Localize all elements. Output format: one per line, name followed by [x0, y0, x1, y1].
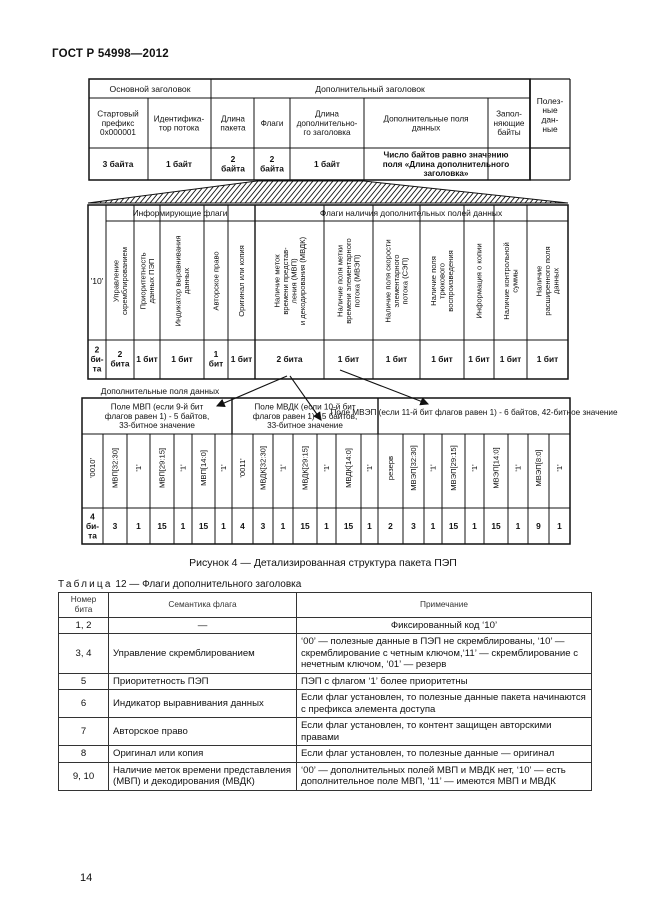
hatch-line	[90, 181, 108, 203]
hatch-line	[490, 181, 508, 203]
hatch-line	[245, 181, 263, 203]
header-flag-semantics: Семантика флага	[109, 593, 297, 618]
ext-column-label-group	[449, 445, 458, 491]
mvdk-field-title: Поле МВДК (если 10-й бит флагов равен 1) - 5 байтов, 33-битное значение	[252, 402, 358, 431]
hatch-line	[280, 181, 298, 203]
hatch-line	[570, 181, 588, 203]
hatch-line	[510, 181, 528, 203]
flag-column-label: Управлениескремблированием	[111, 247, 129, 315]
flag-column-label: Наличие метоквремени представ-ления (МВП)и декодирования (МВДК)	[272, 236, 307, 326]
ext-column-label-group	[158, 448, 167, 488]
hatch-line	[320, 181, 338, 203]
ext-column-label: МВП[29:15]	[157, 447, 167, 489]
hatch-line	[310, 181, 328, 203]
hatch-line	[470, 181, 488, 203]
table-row	[59, 718, 592, 746]
table-row	[59, 746, 592, 763]
bit-number-cell: 5	[59, 673, 109, 690]
hatch-line	[420, 181, 438, 203]
flag-column-label-group	[212, 251, 221, 310]
hatch-line	[365, 181, 383, 203]
hatch-line	[500, 181, 518, 203]
flag-column-label-group	[237, 245, 246, 316]
table-row	[59, 762, 592, 790]
ext-bit-count: 1	[367, 520, 372, 531]
table-row	[59, 634, 592, 674]
hatch-line	[60, 181, 78, 203]
hatch-line	[250, 181, 268, 203]
hatch-line	[400, 181, 418, 203]
ext-column-label-group	[534, 449, 543, 486]
hatch-line	[285, 181, 303, 203]
ext-column-label-group	[279, 464, 288, 472]
flag-column-label-group	[535, 246, 561, 315]
flag-column-label: Наличие поля скоростиэлементарногопотока (СЭП)	[383, 239, 410, 323]
flag-semantics-cell: Авторское право	[109, 718, 297, 746]
table-row	[59, 690, 592, 718]
ext-column-label: МВДК[29:15]	[300, 445, 310, 491]
hatch-line	[495, 181, 513, 203]
hatch-line	[580, 181, 598, 203]
expansion-hatch	[60, 181, 613, 203]
flag-column-label-group	[502, 242, 520, 320]
ext-column-label: МВЭП[29:15]	[449, 445, 459, 491]
hatch-line	[555, 181, 573, 203]
hatch-line	[575, 181, 593, 203]
hatch-line	[195, 181, 213, 203]
hatch-line	[330, 181, 348, 203]
flag-column-label-group	[384, 239, 410, 322]
hatch-line	[120, 181, 138, 203]
ext-bit-count: 15	[343, 520, 354, 531]
ext-bit-count: 1	[430, 520, 436, 531]
ext-column-label: '0010'	[88, 458, 98, 478]
hatch-line	[150, 181, 168, 203]
flag-column-label-group	[336, 238, 362, 324]
ext-bit-count: 9	[536, 520, 541, 531]
ext-column-label: '0011'	[238, 458, 248, 478]
col-flags: Флаги	[260, 118, 284, 128]
ext-header-label: Дополнительный заголовок	[315, 84, 425, 95]
flag-bit-count: 1 бит	[136, 353, 158, 364]
ext-column-label-group	[409, 445, 418, 491]
ext-column-label-group	[259, 446, 268, 490]
table-caption-prefix: Таблица	[58, 579, 113, 590]
ext-bit-count: 4 би-та	[85, 511, 100, 541]
hatch-line	[205, 181, 223, 203]
ext-column-label: '1'	[365, 464, 375, 472]
hatch-line	[290, 181, 308, 203]
hatch-line	[595, 181, 613, 203]
hatch-line	[275, 181, 293, 203]
bit-number-cell: 6	[59, 690, 109, 718]
ext-column-label: '1'	[322, 464, 332, 472]
ext-bit-count: 1	[557, 520, 562, 531]
hatch-line	[505, 181, 523, 203]
arrow-to-mvp	[217, 376, 287, 406]
ext-bit-count: 15	[491, 520, 501, 531]
ext-bit-count: 1	[280, 520, 286, 531]
ext-column-label-group	[219, 464, 228, 472]
hatch-line	[550, 181, 568, 203]
ext-column-label: '1'	[428, 464, 438, 472]
hatch-line	[265, 181, 283, 203]
flag-column-label-group	[429, 250, 455, 311]
hatch-line	[410, 181, 428, 203]
hatch-line	[190, 181, 208, 203]
flag-column-label: Наличие контрольнойсуммы	[501, 242, 520, 320]
flag-semantics-cell: Приоритетность ПЭП	[109, 673, 297, 690]
header-bit-number: Номер бита	[59, 593, 109, 618]
note-cell: Если флаг установлен, то полезные данные пакета начинаются с префикса элемента доступа	[297, 690, 592, 718]
ext-bit-count: 3	[411, 520, 416, 531]
hatch-line	[75, 181, 93, 203]
ext-column-label: МВЭП[14:0]	[491, 447, 501, 489]
hatch-line	[340, 181, 358, 203]
ext-bit-count: 15	[300, 520, 310, 531]
ext-column-label-group	[514, 464, 523, 472]
hatch-line	[305, 181, 323, 203]
hatch-line	[125, 181, 143, 203]
fixed-code-label: '10'	[90, 276, 104, 287]
flag-column-label: Приоритетностьданных ПЭП	[138, 252, 156, 310]
hatch-line	[325, 181, 343, 203]
ext-column-label-group	[238, 458, 247, 478]
flag-bit-count: 1 бит	[468, 353, 490, 364]
ext-bit-count: 2	[388, 520, 393, 531]
ext-bit-count: 15	[157, 520, 167, 531]
ext-column-label-group	[429, 464, 438, 472]
arrow-to-mvep	[340, 370, 428, 404]
value-flags: 2 байта	[260, 154, 284, 174]
hatch-line	[445, 181, 463, 203]
header-note: Примечание	[297, 593, 592, 618]
ext-column-label: МВДК[14:0]	[344, 448, 354, 488]
col-packet-length: Длина пакета	[220, 114, 246, 133]
note-cell: Если флаг установлен, то полезные данные — оригинал	[297, 746, 592, 763]
col-ext-length: Длина дополнительно-го заголовка	[296, 109, 358, 138]
table-caption-title: 12 — Флаги дополнительного заголовка	[112, 579, 302, 590]
flag-column-label: Индикатор выравниванияданных	[173, 235, 191, 327]
ext-bit-count: 1	[472, 520, 477, 531]
hatch-line	[85, 181, 103, 203]
bit-number-cell: 1, 2	[59, 617, 109, 634]
hatch-line	[485, 181, 503, 203]
hatch-line	[405, 181, 423, 203]
ext-column-label: МВДК[32:30]	[258, 445, 268, 491]
flag-column-label-group	[138, 252, 156, 309]
flag-bit-count: 1 бит	[208, 349, 224, 369]
flag-semantics-cell: —	[109, 617, 297, 634]
ext-bit-count: 4	[240, 520, 245, 531]
hatch-line	[540, 181, 558, 203]
ext-column-label: '1'	[513, 464, 523, 472]
bit-number-cell: 3, 4	[59, 634, 109, 674]
hatch-line	[335, 181, 353, 203]
ext-column-label-group	[365, 464, 374, 472]
flag-column-label: Информация о копии	[474, 243, 484, 319]
hatch-line	[560, 181, 578, 203]
ext-column-label: резерв	[386, 455, 396, 481]
hatch-line	[295, 181, 313, 203]
note-cell: Если флаг установлен, то контент защищен авторскими правами	[297, 718, 592, 746]
hatch-line	[440, 181, 458, 203]
flag-column-label: Авторское право	[211, 251, 221, 311]
hatch-line	[425, 181, 443, 203]
bit-number-cell: 9, 10	[59, 762, 109, 790]
hatch-line	[140, 181, 158, 203]
hatch-line	[80, 181, 98, 203]
flag-bit-count: 1 бит	[431, 353, 453, 364]
hatch-line	[240, 181, 258, 203]
flag-column-label: Наличиерасширенного поляданных	[534, 246, 561, 316]
col-start-prefix: Стартовый префикс 0x000001	[97, 109, 139, 138]
hatch-line	[260, 181, 278, 203]
ext-bit-count: 1	[180, 520, 186, 531]
presence-flags-group: Флаги наличия дополнительных полей данных	[319, 207, 503, 218]
hatch-line	[145, 181, 163, 203]
flags-table	[58, 592, 592, 791]
value-ext-data: Число байтов равно значению поля «Длина дополнительного заголовка»	[382, 150, 510, 179]
flag-column-label-group	[272, 236, 307, 325]
ext-column-label: '1'	[555, 464, 565, 472]
flag-column-label-group	[173, 236, 191, 327]
hatch-line	[430, 181, 448, 203]
flag-semantics-cell: Оригинал или копия	[109, 746, 297, 763]
ext-column-label: МВП[32:30]	[110, 447, 120, 489]
flag-column-label-group	[475, 243, 484, 318]
bit-number-cell: 7	[59, 718, 109, 746]
basic-header-label: Основной заголовок	[109, 84, 191, 95]
ext-bit-count: 15	[198, 520, 209, 531]
hatch-line	[175, 181, 193, 203]
hatch-line	[360, 181, 378, 203]
hatch-line	[590, 181, 608, 203]
bit-number-cell: 8	[59, 746, 109, 763]
document-header: ГОСТ Р 54998—2012	[52, 48, 169, 60]
note-cell: Фиксированный код ‘10’	[297, 617, 592, 634]
figure-caption: Рисунок 4 — Детализированная структура пакета ПЭП	[189, 557, 457, 569]
hatch-line	[345, 181, 363, 203]
flag-bit-count: 1 бит	[536, 353, 559, 364]
hatch-line	[200, 181, 218, 203]
ext-bit-count: 1	[324, 520, 329, 531]
table-caption	[58, 579, 301, 590]
ext-column-label: МВП[14:0]	[199, 450, 209, 486]
flag-semantics-cell: Управление скремблированием	[109, 634, 297, 674]
hatch-line	[355, 181, 373, 203]
flag-bit-count: 2 би-та	[90, 344, 104, 374]
ext-bit-count: 1	[221, 520, 226, 531]
ext-column-label: '1'	[134, 464, 144, 472]
flag-bit-count: 1 бит	[385, 353, 408, 364]
hatch-line	[315, 181, 333, 203]
ext-fields-label: Дополнительные поля данных	[100, 385, 220, 396]
ext-column-label-group	[179, 464, 188, 472]
hatch-line	[135, 181, 153, 203]
col-ext-data: Дополнительные поля данных	[383, 114, 469, 133]
hatch-line	[255, 181, 273, 203]
hatch-line	[350, 181, 368, 203]
info-flags-group: Информирующие флаги	[132, 207, 228, 218]
hatch-line	[435, 181, 453, 203]
ext-column-label-group	[470, 464, 479, 472]
note-cell: ПЭП с флагом ‘1’ более приоритетны	[297, 673, 592, 690]
flag-column-label: Оригинал или копия	[237, 245, 247, 317]
hatch-line	[130, 181, 148, 203]
value-stream-id: 1 байт	[165, 158, 193, 169]
ext-bit-count: 3	[260, 520, 266, 531]
hatch-line	[180, 181, 198, 203]
hatch-line	[235, 181, 253, 203]
ext-column-label: МВЭП[8:0]	[534, 449, 544, 487]
value-packet-length: 2 байта	[221, 154, 245, 174]
mvp-field-title: Поле МВП (если 9-й бит флагов равен 1) - 5 байтов, 33-битное значение	[104, 402, 210, 431]
table-header-row	[59, 593, 592, 618]
note-cell: ‘00’ — дополнительных полей МВП и МВДК нет, ‘10’ — есть дополнительное поле МВП, ‘11’ — имеются МВП и МВДК	[297, 762, 592, 790]
ext-column-label-group	[301, 446, 310, 490]
ext-column-label-group	[322, 464, 331, 472]
flag-bit-count: 2 бита	[110, 349, 130, 369]
value-start-prefix: 3 байта	[102, 158, 134, 169]
hatch-line	[565, 181, 583, 203]
ext-column-label-group	[492, 447, 501, 488]
flag-bit-count: 1 бит	[171, 353, 193, 364]
flag-semantics-cell: Наличие меток времени представления (МВП) и декодирования (МВДК)	[109, 762, 297, 790]
flag-semantics-cell: Индикатор выравнивания данных	[109, 690, 297, 718]
hatch-line	[545, 181, 563, 203]
ext-column-label-group	[386, 456, 395, 480]
ext-column-label: '1'	[278, 464, 288, 472]
hatch-line	[115, 181, 133, 203]
table-row	[59, 617, 592, 634]
ext-bit-count: 3	[112, 520, 118, 531]
hatch-line	[585, 181, 603, 203]
note-cell: ‘00’ — полезные данные в ПЭП не скремблированы, ‘10’ — скремблирование с четным ключом,‘11’ — скремблирование с нечетным ключом, ‘01’ — резерв	[297, 634, 592, 674]
ext-column-label: МВЭП[32:30]	[409, 445, 419, 491]
flag-bit-count: 2 бита	[276, 353, 303, 364]
hatch-line	[515, 181, 533, 203]
ext-column-label-group	[134, 464, 143, 472]
mvep-field-title: Поле МВЭП (если 11-й бит флагов равен 1) - 6 байтов, 42-битное значение	[330, 407, 618, 417]
page-number: 14	[80, 872, 93, 884]
hatch-line	[480, 181, 498, 203]
ext-column-label-group	[111, 448, 120, 488]
ext-column-label-group	[199, 450, 208, 486]
flag-bit-count: 1 бит	[499, 353, 522, 364]
ext-bit-count: 1	[515, 520, 521, 531]
hatch-line	[475, 181, 493, 203]
ext-bit-count: 15	[448, 520, 459, 531]
table-row	[59, 673, 592, 690]
flag-column-label-group	[111, 247, 129, 315]
hatch-line	[370, 181, 388, 203]
hatch-line	[185, 181, 203, 203]
hatch-line	[70, 181, 88, 203]
payload-label: Полез-ные дан-ные	[536, 95, 564, 135]
col-fill-bytes: Запол-няющие байты	[493, 109, 525, 138]
value-ext-length: 1 байт	[313, 158, 341, 169]
hatch-line	[65, 181, 83, 203]
ext-column-label-group	[344, 448, 353, 488]
ext-column-label: '1'	[470, 464, 480, 472]
flag-column-label: Наличие полятрюковоговоспроизведения	[429, 250, 456, 312]
ext-column-label: '1'	[178, 464, 188, 472]
hatch-line	[300, 181, 318, 203]
flag-bit-count: 1 бит	[337, 353, 360, 364]
ext-bit-count: 1	[136, 520, 141, 531]
flag-column-label: Наличие поля меткивремени элементарногопотока (МВЭП)	[335, 238, 362, 324]
flag-bit-count: 1 бит	[230, 353, 253, 364]
hatch-line	[415, 181, 433, 203]
col-stream-id: Идентифика-тор потока	[153, 114, 205, 133]
ext-column-label-group	[555, 464, 564, 472]
ext-column-label: '1'	[219, 464, 229, 472]
hatch-line	[210, 181, 228, 203]
hatch-line	[270, 181, 288, 203]
ext-column-label-group	[88, 458, 97, 478]
